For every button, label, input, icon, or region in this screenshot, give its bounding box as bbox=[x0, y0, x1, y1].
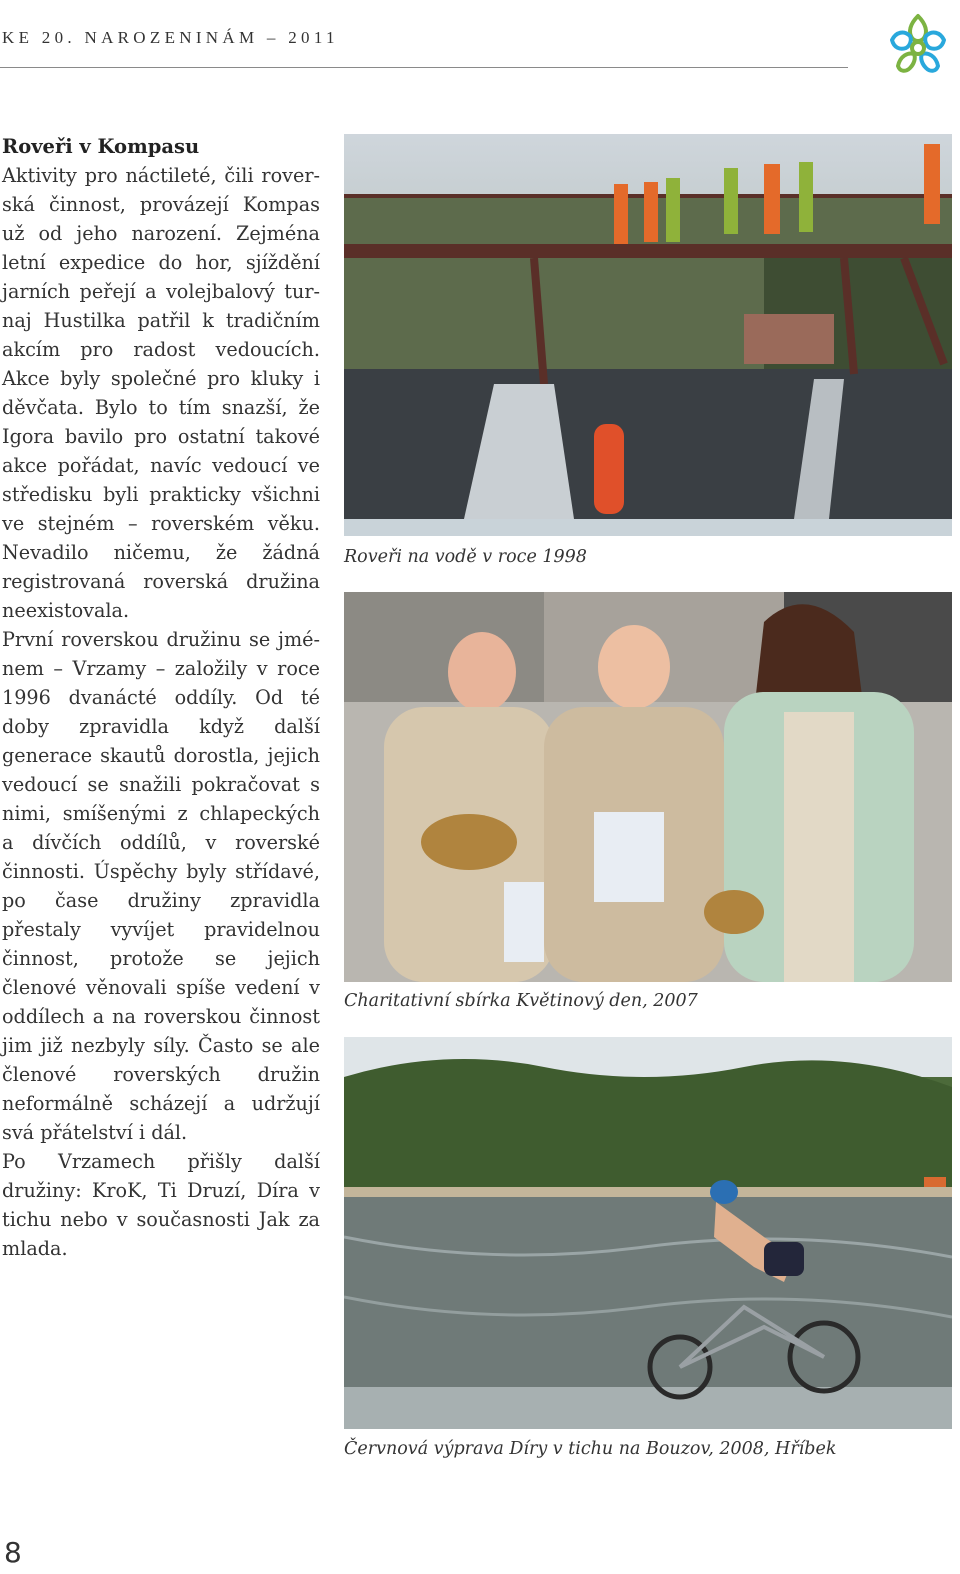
photo-flower-day bbox=[344, 592, 952, 982]
photo-kayak-weir bbox=[344, 134, 952, 536]
article-paragraph: První roverskou družinu se jménem – Vrzamy – založily v roce 1996 dvanácté oddíly. Od té doby zpravidla když další generace skautů dorostla, jejich vedoucí se snažili pokračovat s nimi, smíšenými z chlapeckých a dívčích oddílů, v roverské činnosti. Úspěchy byly střídavé, po čase družiny zpravidla přestaly vyvíjet pravidelnou činnost, protože se jejich členové věnovali spíše vedení v oddílech a na roverskou činnost jim již nezbyly síly. Často se ale členové roverských družin neformálně scházejí a udržují svá přátelství i dál. bbox=[2, 628, 320, 1144]
article-paragraph: Po Vrzamech přišly další družiny: KroK, Ti Druzí, Díra v tichu nebo v současnosti Jak za mlada. bbox=[2, 1150, 320, 1260]
article-column bbox=[2, 132, 320, 1263]
article-paragraph: Aktivity pro náctileté, čili roverská činnost, provázejí Kompas už od jeho narození. Zejména letní expedice do hor, sjíždění jarních peřejí a volejbalový turnaj Hustilka patřil k tradičním akcím pro radost vedoucích. Akce byly společné pro kluky i děvčata. Bylo to tím snazší, že Igora bavilo pro ostatní takové akce pořádat, navíc vedoucí ve středisku byli prakticky všichni ve stejném – roverském věku. Nevadilo ničemu, že žádná registrovaná roverská družina neexistovala. bbox=[2, 164, 320, 622]
running-header: KE 20. NAROZENINÁM – 2011 bbox=[2, 28, 339, 47]
photo-caption: Roveři na vodě v roce 1998 bbox=[344, 547, 587, 567]
photo-bike-water bbox=[344, 1037, 952, 1429]
article-title: Roveři v Kompasu bbox=[2, 135, 200, 158]
scout-lily-trefoil-icon bbox=[882, 10, 954, 82]
photo-caption: Červnová výprava Díry v tichu na Bouzov, 2008, Hříbek bbox=[344, 1439, 837, 1459]
page-number: 8 bbox=[4, 1536, 22, 1569]
header-rule bbox=[0, 67, 848, 68]
photo-caption: Charitativní sbírka Květinový den, 2007 bbox=[344, 991, 698, 1011]
